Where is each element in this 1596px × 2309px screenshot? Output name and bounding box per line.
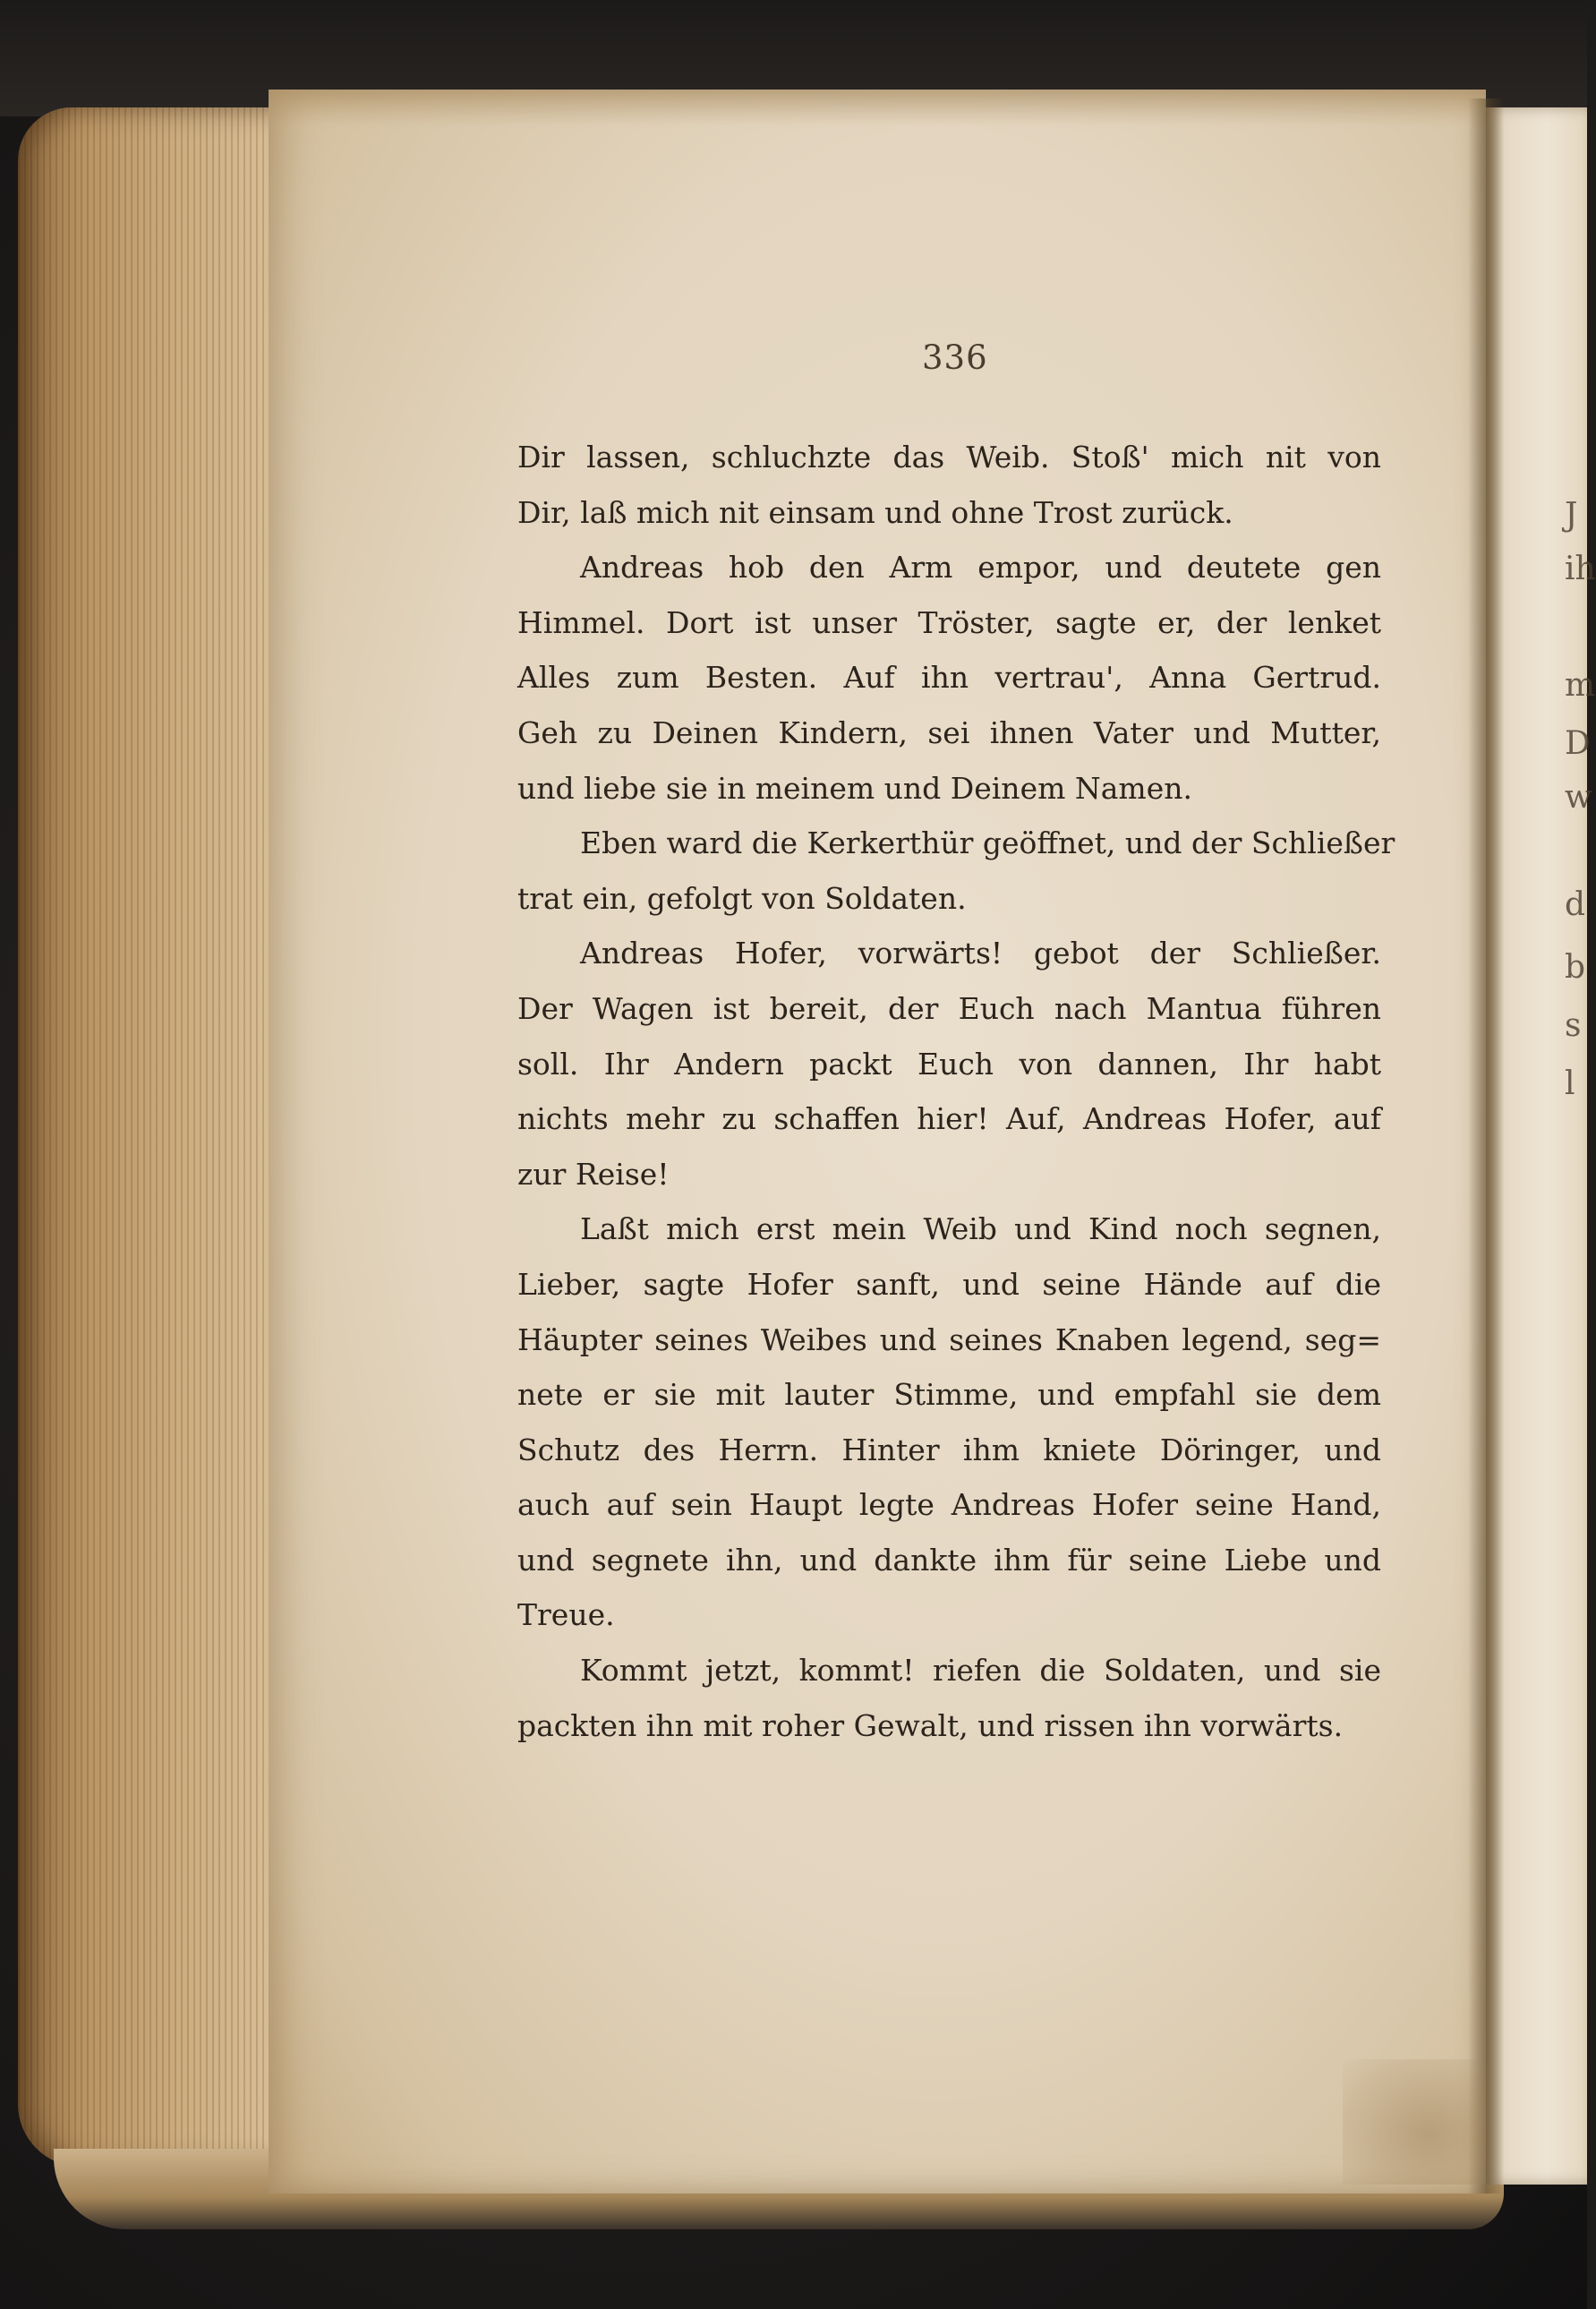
text-line: Andreas hob den Arm empor, und deutete gen [580, 550, 1381, 586]
text-line: Schutz des Herrn. Hinter ihm kniete Döringer, und [517, 1432, 1381, 1467]
text-line: Eben ward die Kerkerthür geöffnet, und der Schließer [580, 825, 1395, 861]
facing-page-fragment: ih [1565, 551, 1596, 587]
page-corner-wear [1343, 2059, 1486, 2185]
facing-page-fragment: m [1565, 667, 1596, 704]
facing-page-fragment: w [1565, 779, 1592, 816]
text-line: soll. Ihr Andern packt Euch von dannen, Ihr habt [517, 1046, 1381, 1082]
text-line: Alles zum Besten. Auf ihn vertrau', Anna Gertrud. [517, 660, 1381, 696]
text-line: Geh zu Deinen Kindern, sei ihnen Vater und Mutter, [517, 714, 1381, 750]
text-line: Dir, laß mich nit einsam und ohne Trost zurück. [517, 494, 1233, 530]
text-line: Treue. [517, 1597, 615, 1633]
page-text [517, 430, 1395, 1753]
book-gutter [1468, 98, 1504, 2194]
text-line: und liebe sie in meinem und Deinem Namen. [517, 770, 1192, 806]
page-number: 336 [922, 338, 988, 377]
text-line: Himmel. Dort ist unser Tröster, sagte er, der lenket [517, 604, 1381, 640]
facing-page-fragment: D [1565, 725, 1591, 762]
text-line: nichts mehr zu schaffen hier! Auf, Andreas Hofer, auf [517, 1101, 1381, 1137]
facing-page-fragment: J [1565, 497, 1578, 534]
text-line: Dir lassen, schluchzte das Weib. Stoß' mich nit von [517, 440, 1381, 475]
facing-page-fragment: d [1565, 886, 1586, 923]
text-line: Andreas Hofer, vorwärts! gebot der Schließer. [580, 936, 1381, 971]
text-line: trat ein, gefolgt von Soldaten. [517, 880, 967, 916]
text-line: packten ihn mit roher Gewalt, und rissen ihn vorwärts. [517, 1707, 1344, 1743]
text-line: Häupter seines Weibes und seines Knaben legend, seg= [517, 1321, 1381, 1357]
text-line: Laßt mich erst mein Weib und Kind noch segnen, [580, 1211, 1381, 1247]
text-line: Lieber, sagte Hofer sanft, und seine Hände auf die [517, 1266, 1381, 1302]
text-line: Der Wagen ist bereit, der Euch nach Mantua führen [517, 990, 1381, 1026]
text-line: und segnete ihn, und dankte ihm für seine Liebe und [517, 1542, 1381, 1578]
facing-page-fragment: b [1565, 949, 1586, 986]
text-line: Kommt jetzt, kommt! riefen die Soldaten, und sie [580, 1653, 1381, 1689]
facing-page-fragment: l [1565, 1065, 1575, 1102]
text-line: auch auf sein Haupt legte Andreas Hofer seine Hand, [517, 1487, 1381, 1523]
facing-page-fragment: s [1565, 1007, 1582, 1044]
text-line: zur Reise! [517, 1156, 670, 1192]
text-line: nete er sie mit lauter Stimme, und empfahl sie dem [517, 1377, 1381, 1413]
page-stack-edge [18, 107, 286, 2167]
